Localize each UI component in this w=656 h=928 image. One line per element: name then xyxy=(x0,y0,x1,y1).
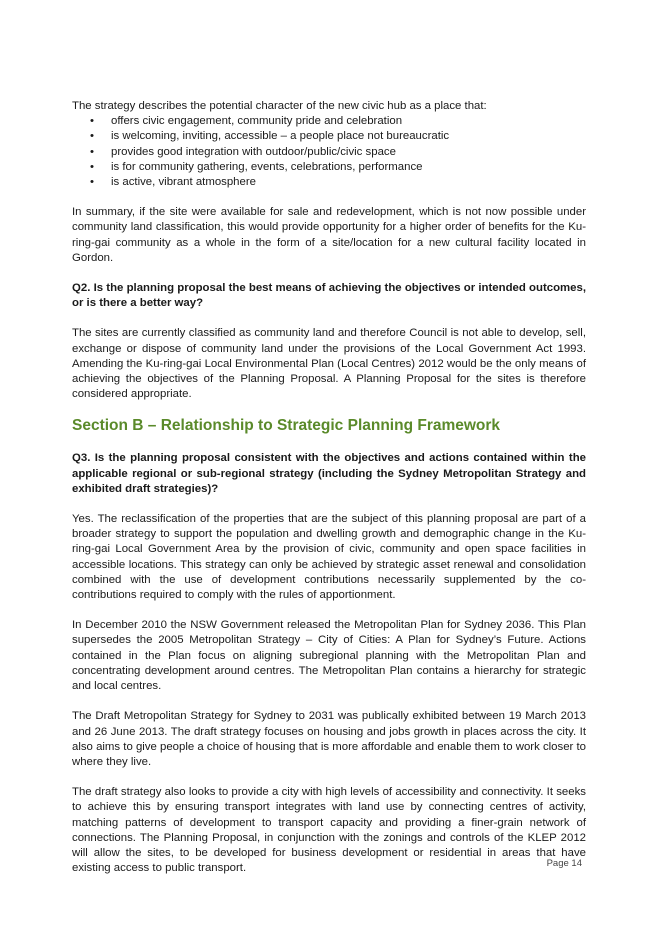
page-number: Page 14 xyxy=(546,858,582,869)
bullet-item: • provides good integration with outdoor/public/civic space xyxy=(90,145,586,160)
q2-heading: Q2. Is the planning proposal the best means of achieving the objectives or intended outcomes, or is there a better way? xyxy=(72,282,586,310)
intro-paragraph: The strategy describes the potential character of the new civic hub as a place that: xyxy=(72,100,487,112)
bullet-item: • is welcoming, inviting, accessible – a people place not bureaucratic xyxy=(90,129,586,144)
q3-paragraph-3: The Draft Metropolitan Strategy for Sydney to 2031 was publically exhibited between 19 March 2013 and 26 June 2013. The draft strategy focuses on housing and jobs growth in places across the city. It also aims to give people a choice of housing that is more affordable and enable them to work closer to where they live. xyxy=(72,710,586,768)
q3-heading: Q3. Is the planning proposal consistent with the objectives and actions contained within the applicable regional or sub-regional strategy (including the Sydney Metropolitan Strategy and exhibited draft strategies)? xyxy=(72,452,586,495)
q3-paragraph-1: Yes. The reclassification of the properties that are the subject of this planning proposal are part of a broader strategy to support the population and dwelling growth and demographic change in the Ku-ring-gai Local Government Area by the provision of civic, community and open space facilities in accessible locations. This strategy can only be achieved by strategic asset renewal and consolidation combined with the use of development contributions necessarily supplemented by the co-contributions required to comply with the rules of apportionment. xyxy=(72,513,586,602)
q2-answer-paragraph: The sites are currently classified as community land and therefore Council is not able to develop, sell, exchange or dispose of community land under the provisions of the Local Government Act 1993. Amending the Ku-ring-gai Local Environmental Plan (Local Centres) 2012 would be the only means of achieving the objectives of the Planning Proposal. A Planning Proposal for the sites is therefore considered appropriate. xyxy=(72,327,586,401)
q3-paragraph-4: The draft strategy also looks to provide a city with high levels of accessibility and connectivity. It seeks to achieve this by ensuring transport integrates with land use by connecting centres of activity, matching patterns of development to transport capacity and providing a finer-grain network of connections. The Planning Proposal, in conjunction with the zonings and controls of the KLEP 2012 will allow the sites, to be developed for business development or residential in areas that have existing access to public transport. xyxy=(72,786,586,875)
civic-hub-bullet-list xyxy=(72,114,586,190)
section-b-heading: Section B – Relationship to Strategic Planning Framework xyxy=(72,417,501,435)
bullet-item: • is for community gathering, events, celebrations, performance xyxy=(90,160,586,175)
document-page xyxy=(72,99,586,876)
bullet-item: • is active, vibrant atmosphere xyxy=(90,175,586,190)
q3-paragraph-2: In December 2010 the NSW Government released the Metropolitan Plan for Sydney 2036. This Plan supersedes the 2005 Metropolitan Strategy – City of Cities: A Plan for Sydney’s Future. Actions contained in the Plan focus on aligning subregional planning with the Metropolitan Plan and concentrating development around centres. The Metropolitan Plan contains a hierarchy for strategic and local centres. xyxy=(72,619,586,693)
bullet-item: • offers civic engagement, community pride and celebration xyxy=(90,114,586,129)
summary-paragraph: In summary, if the site were available for sale and redevelopment, which is not now possible under community land classification, this would provide opportunity for a higher order of benefits for the Ku-ring-gai community as a whole in the form of a site/location for a new cultural facility located in Gordon. xyxy=(72,206,586,264)
